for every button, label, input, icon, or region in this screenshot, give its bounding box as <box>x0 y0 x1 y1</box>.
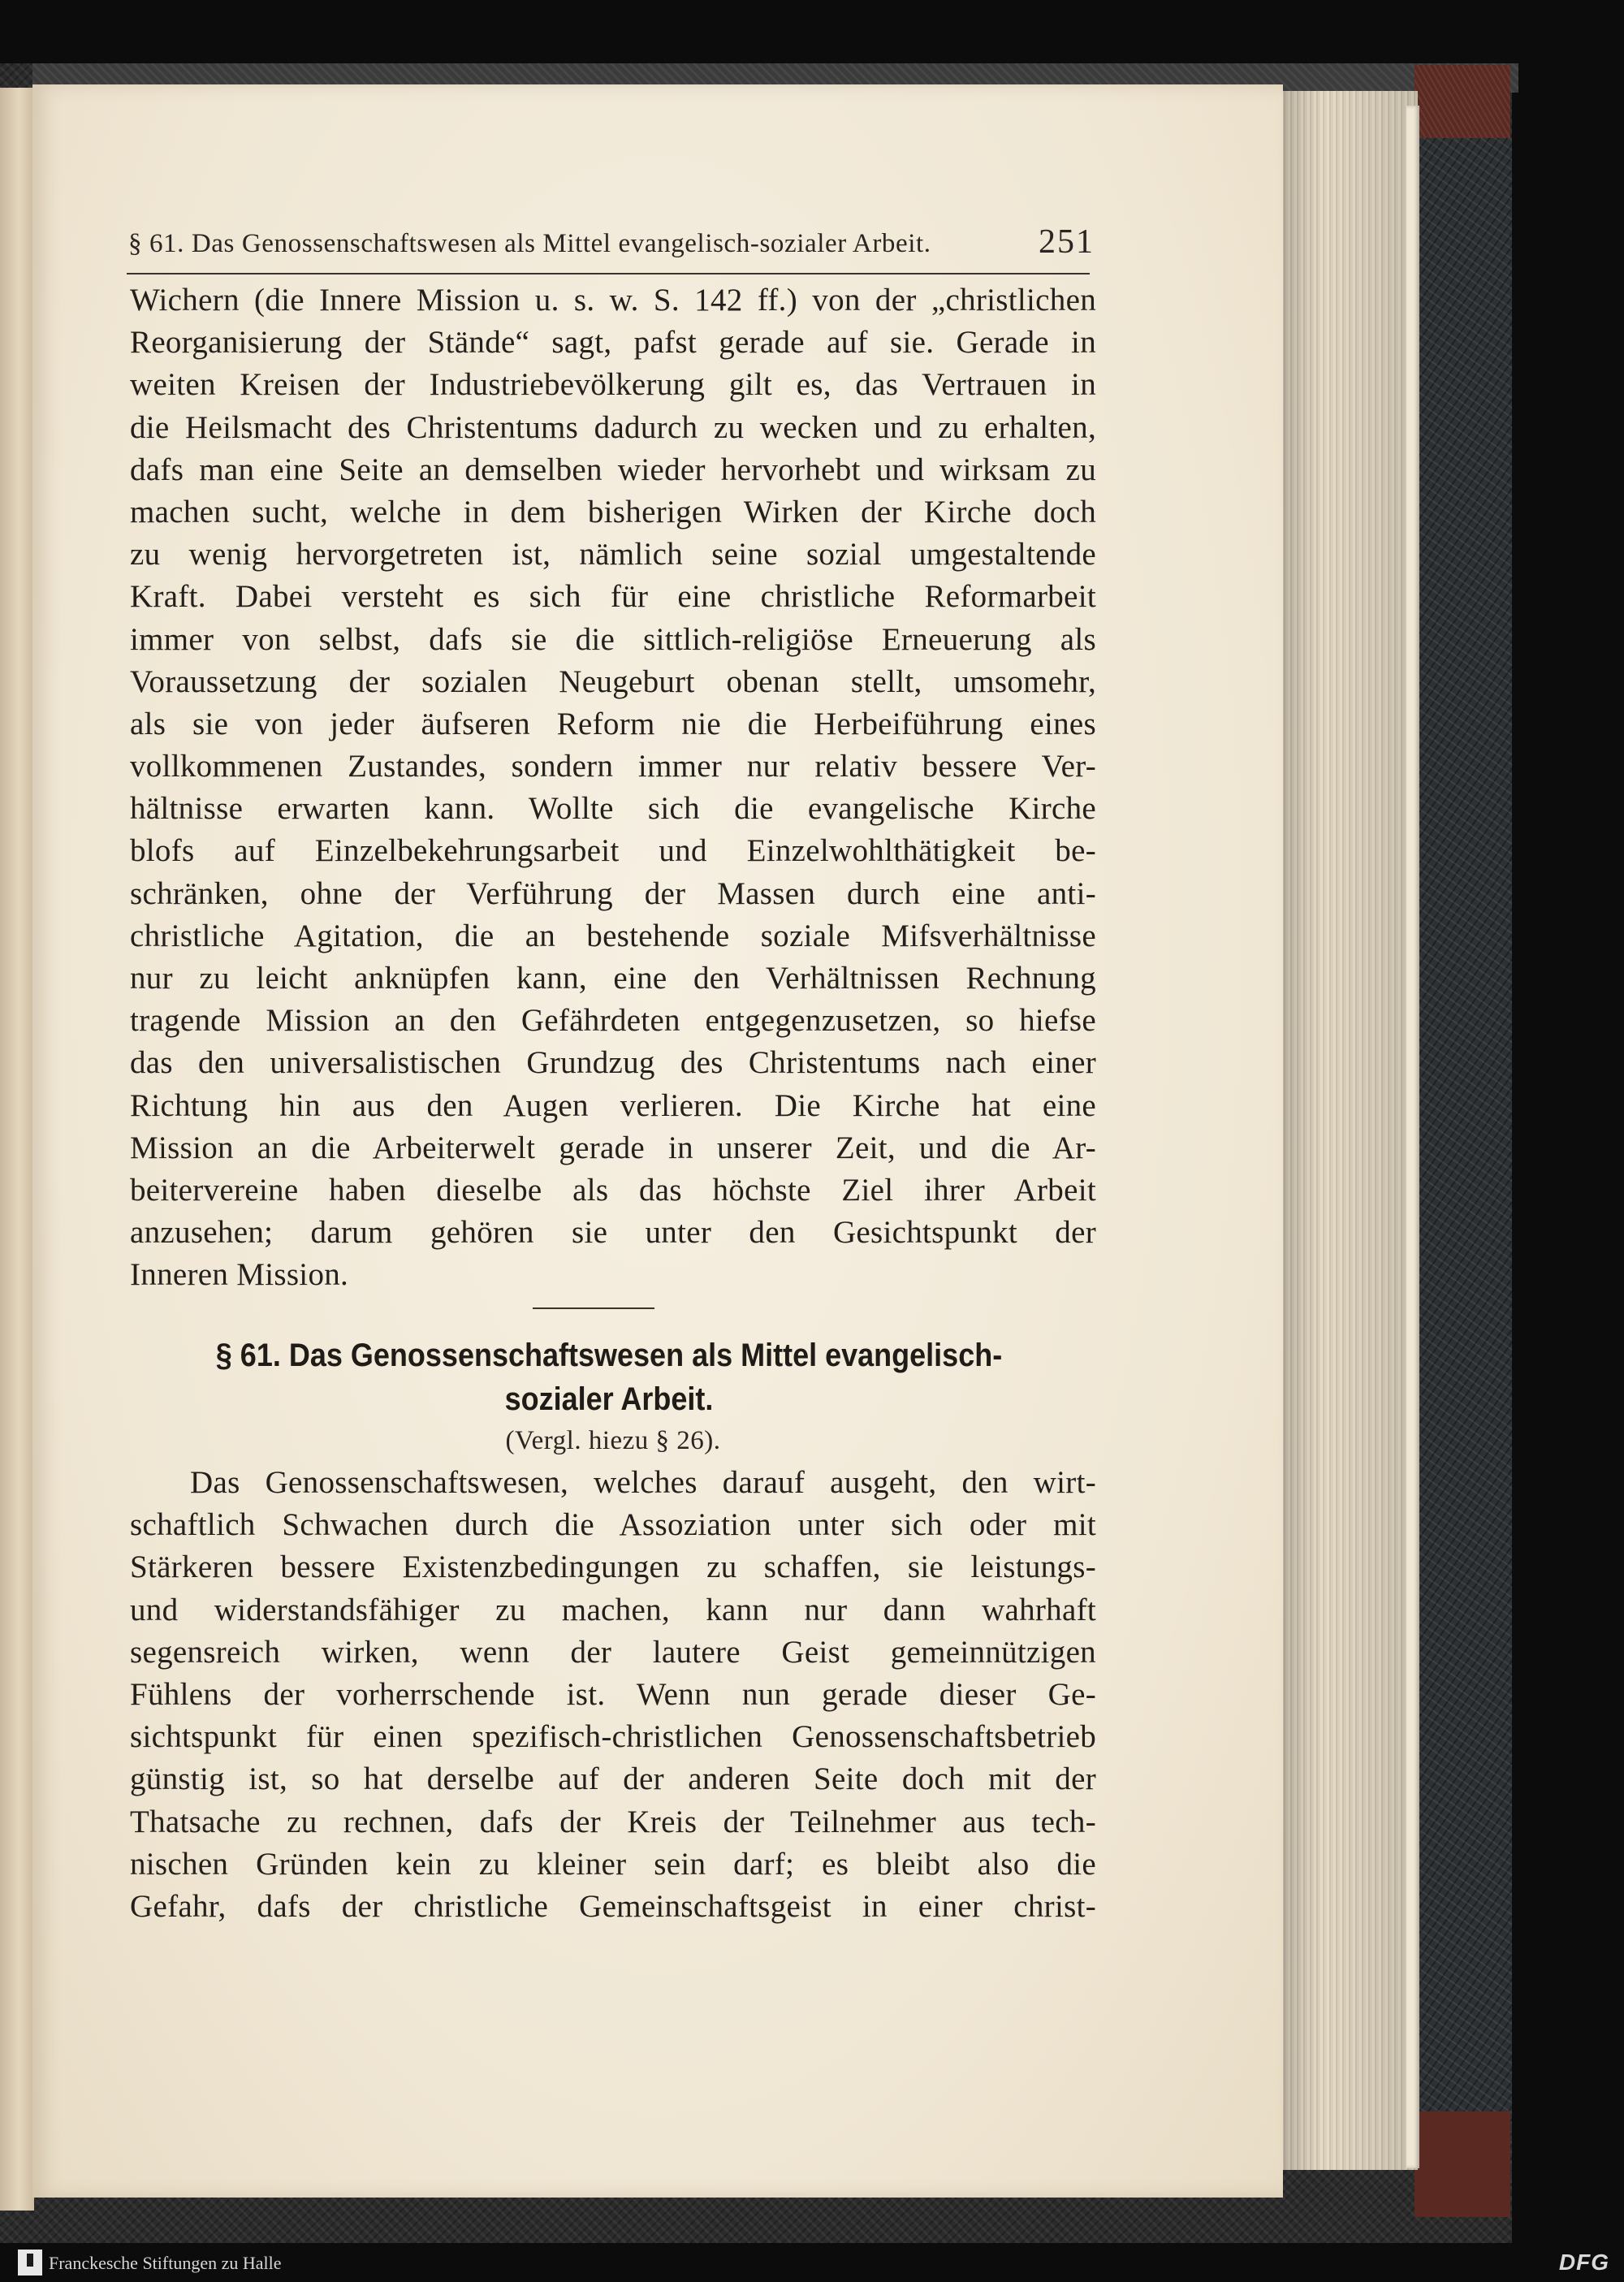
text-line: weiten Kreisen der Industriebevölkerung gilt es, das Vertrauen in <box>130 367 1096 403</box>
section-heading <box>200 1333 1018 1421</box>
text-line: dafs man eine Seite an demselben wieder hervorhebt und wirksam zu <box>130 452 1096 487</box>
text-line: Wichern (die Innere Mission u. s. w. S. 142 ff.) von der „christlichen <box>130 283 1096 318</box>
facing-page-edge <box>0 88 34 2211</box>
text-line: Reorganisierung der Stände“ sagt, pafst gerade auf sie. Gerade in <box>130 325 1096 361</box>
section-separator-rule <box>533 1307 654 1309</box>
viewer-footer <box>0 2243 1624 2282</box>
text-line: machen sucht, welche in dem bisherigen Wirken der Kirche doch <box>130 494 1096 529</box>
text-line: vollkommenen Zustandes, sondern immer nur relativ bessere Ver- <box>130 749 1096 784</box>
text-line: Kraft. Dabei versteht es sich für eine christliche Reformarbeit <box>130 579 1096 615</box>
running-head-title: § 61. Das Genossenschaftswesen als Mittel evangelisch-sozialer Arbeit. <box>128 229 931 258</box>
text-line: zu wenig hervorgetreten ist, nämlich seine sozial umgestaltende <box>130 537 1096 573</box>
text-line: das den universalistischen Grundzug des Christentums nach einer <box>130 1045 1096 1081</box>
text-line: christliche Agitation, die an bestehende soziale Mifsverhältnisse <box>130 918 1096 953</box>
text-line: Mission an die Arbeiterwelt gerade in unserer Zeit, und die Ar- <box>130 1130 1096 1165</box>
text-line: schaftlich Schwachen durch die Assoziation unter sich oder mit <box>130 1507 1096 1543</box>
text-line: als sie von jeder äufseren Reform nie die Herbeiführung eines <box>130 706 1096 741</box>
text-line: Inneren Mission. <box>130 1257 349 1293</box>
text-line: hältnisse erwarten kann. Wollte sich die evangelische Kirche <box>130 791 1096 827</box>
section-cross-reference: (Vergl. hiezu § 26). <box>505 1426 721 1455</box>
running-head <box>128 223 1095 268</box>
text-line: segensreich wirken, wenn der lautere Geist gemeinnützigen <box>130 1634 1096 1670</box>
text-line: günstig ist, so hat derselbe auf der anderen Seite doch mit der <box>130 1761 1096 1797</box>
cover-spine-edge <box>1415 138 1512 2185</box>
text-line: tragende Mission an den Gefährdeten entgegenzusetzen, so hiefse <box>130 1003 1096 1039</box>
text-line: Voraussetzung der sozialen Neugeburt obenan stellt, umsomehr, <box>130 663 1096 699</box>
text-line: sichtspunkt für einen spezifisch-christlichen Genossenschaftsbetrieb <box>130 1719 1096 1755</box>
header-rule <box>127 273 1090 274</box>
text-line: beitervereine haben dieselbe als das höchste Ziel ihrer Arbeit <box>130 1172 1096 1208</box>
text-line: Das Genossenschaftswesen, welches darauf ausgeht, den wirt- <box>190 1465 1096 1500</box>
cover-leather-corner-bottom <box>1415 2111 1510 2217</box>
text-line: anzusehen; darum gehören sie unter den Gesichtspunkt der <box>130 1215 1096 1251</box>
text-line: immer von selbst, dafs sie die sittlich-religiöse Erneuerung als <box>130 621 1096 657</box>
francke-logo-icon <box>18 2250 42 2276</box>
text-line: nischen Gründen kein zu kleiner sein darf; es bleibt also die <box>130 1846 1096 1882</box>
section-paragraph <box>130 1462 1096 1928</box>
text-line: und widerstandsfähiger zu machen, kann nur dann wahrhaft <box>130 1592 1096 1627</box>
text-line: schränken, ohne der Verführung der Massen durch eine anti- <box>130 875 1096 911</box>
page-block-outer-edge <box>1406 106 1419 2168</box>
section-heading-line: § 61. Das Genossenschaftswesen als Mittel evangelisch- <box>215 1338 1003 1373</box>
text-line: Thatsache zu rechnen, dafs der Kreis der Teilnehmer aus tech- <box>130 1804 1096 1839</box>
institution-credit: Franckesche Stiftungen zu Halle <box>49 2253 282 2273</box>
text-line: nur zu leicht anknüpfen kann, eine den Verhältnissen Rechnung <box>130 961 1096 996</box>
paragraph-continuation <box>130 279 1096 1297</box>
page-block-edges <box>1281 91 1418 2170</box>
text-line: Stärkeren bessere Existenzbedingungen zu schaffen, sie leistungs- <box>130 1549 1096 1585</box>
section-heading-line: sozialer Arbeit. <box>504 1381 714 1417</box>
text-line: blofs auf Einzelbekehrungsarbeit und Einzelwohlthätigkeit be- <box>130 833 1096 869</box>
text-line: die Heilsmacht des Christentums dadurch zu wecken und zu erhalten, <box>130 409 1096 445</box>
text-line: Richtung hin aus den Augen verlieren. Die Kirche hat eine <box>130 1087 1096 1123</box>
page-number: 251 <box>1039 223 1095 261</box>
text-line: Gefahr, dafs der christliche Gemeinschaftsgeist in einer christ- <box>130 1888 1096 1924</box>
dfg-logo: DFG <box>1558 2250 1609 2275</box>
text-line: Fühlens der vorherrschende ist. Wenn nun gerade dieser Ge- <box>130 1676 1096 1712</box>
